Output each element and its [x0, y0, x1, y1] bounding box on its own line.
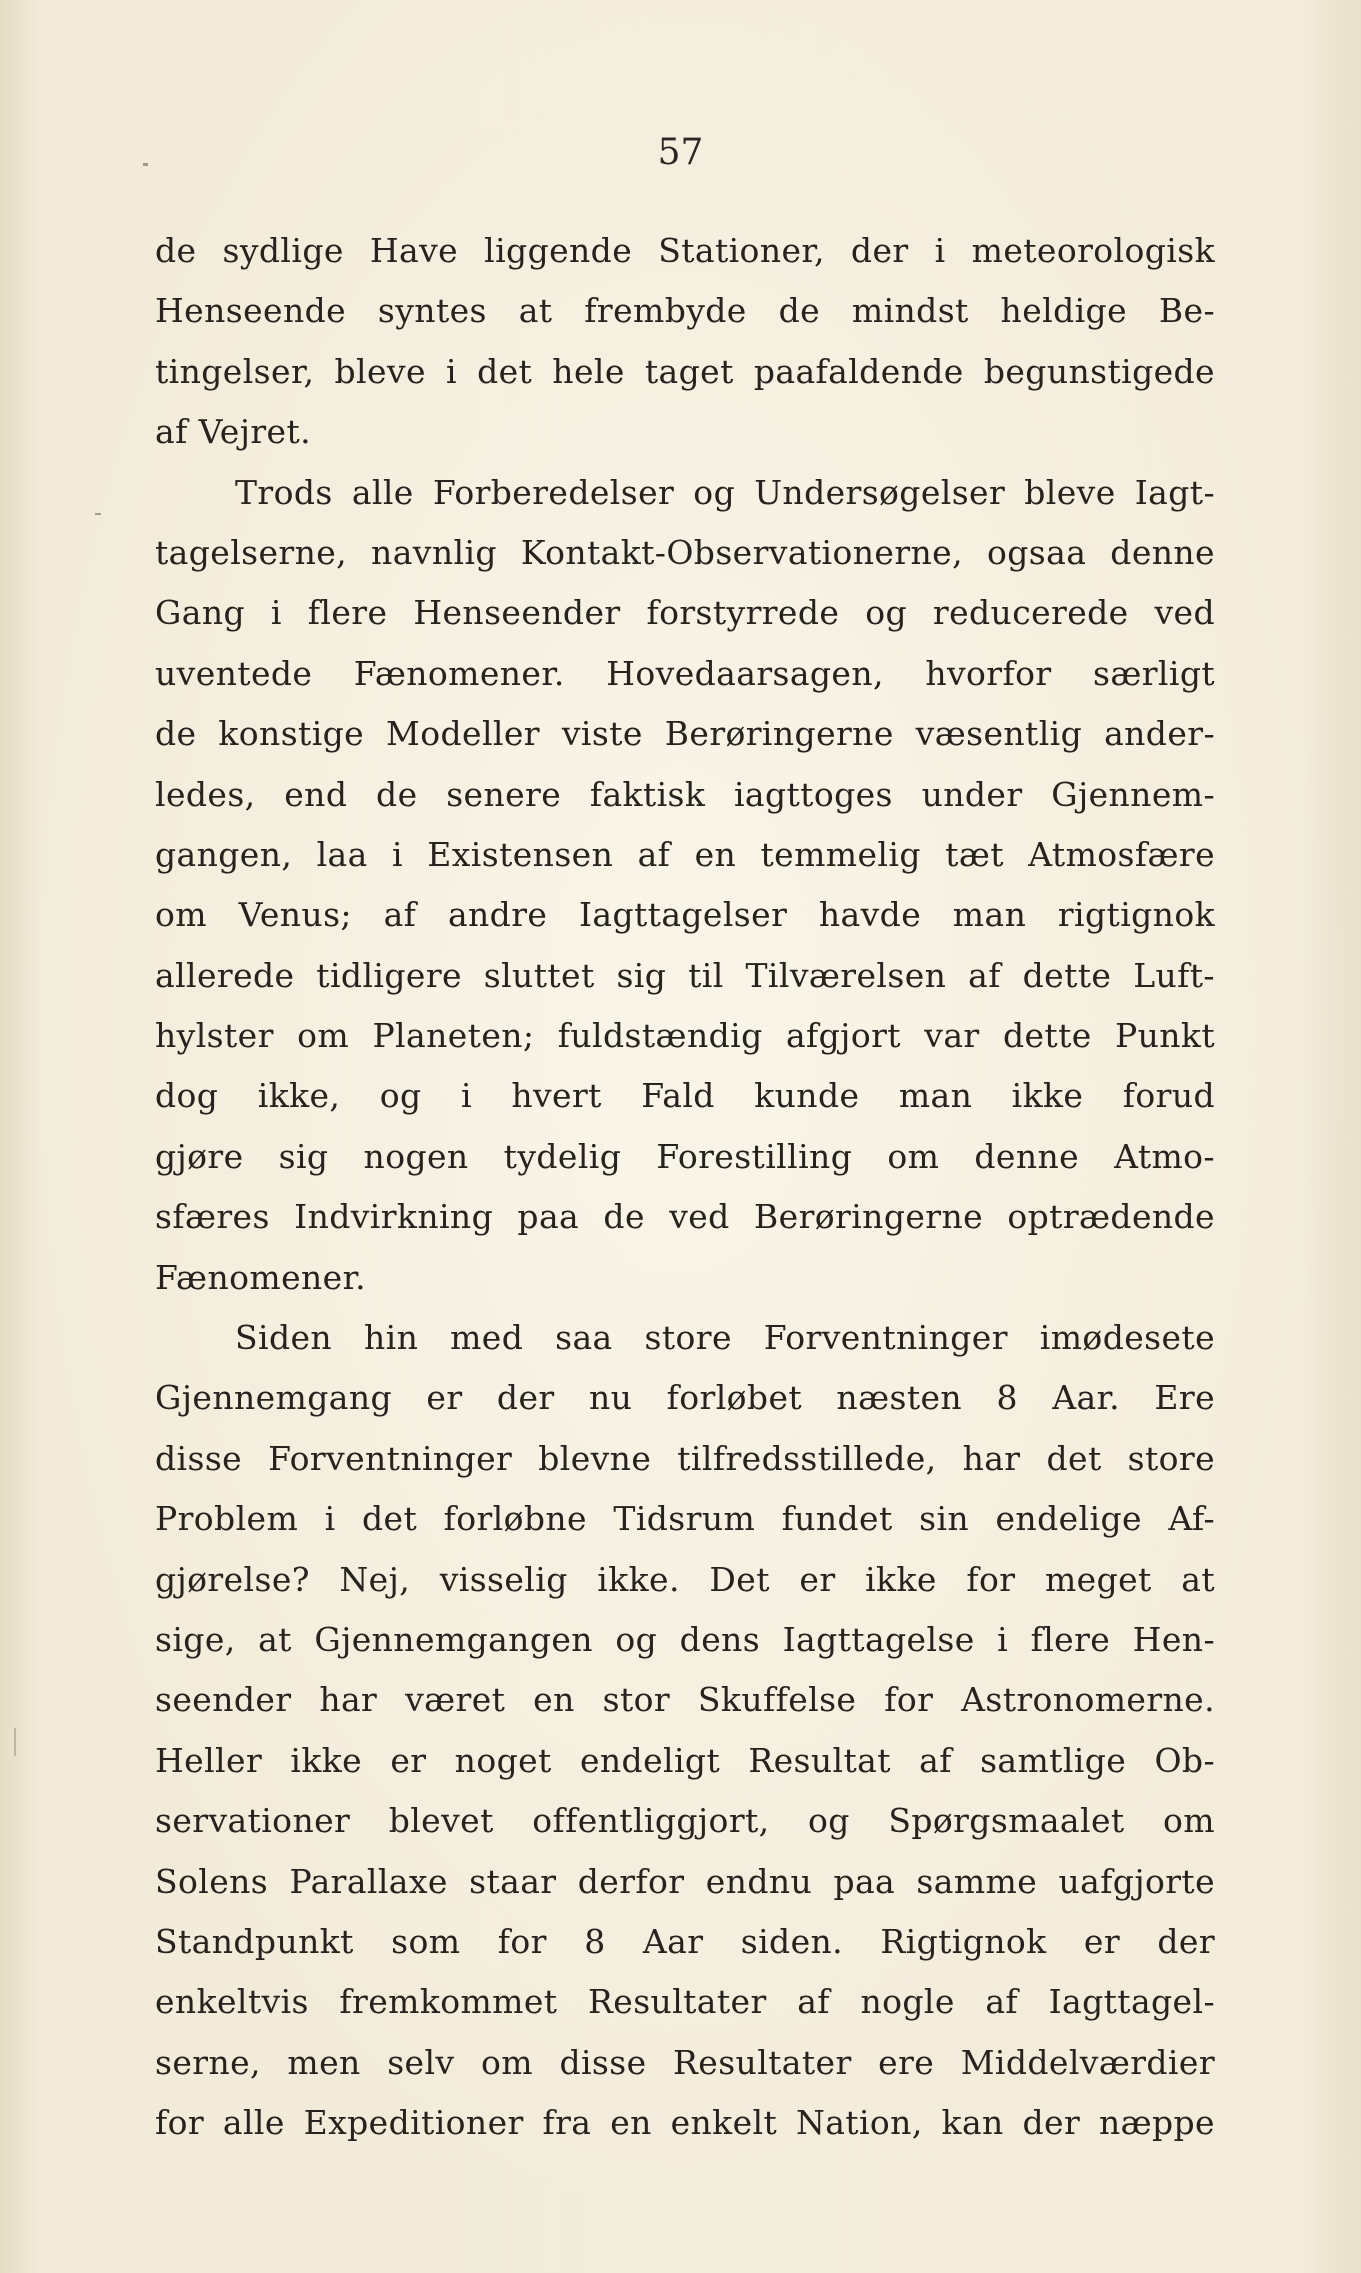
- text-line: Siden hin med saa store Forventninger imødesete: [235, 1318, 1215, 1358]
- text-line: af Vejret.: [155, 412, 311, 452]
- text-line: sfæres Indvirkning paa de ved Berøringerne optrædende: [155, 1197, 1215, 1237]
- text-line: Fænomener.: [155, 1257, 367, 1297]
- text-line: Heller ikke er noget endeligt Resultat af samtlige Ob-: [155, 1740, 1215, 1780]
- text-line: dog ikke, og i hvert Fald kunde man ikke forud: [155, 1076, 1215, 1116]
- text-line: om Venus; af andre Iagttagelser havde man rigtignok: [155, 895, 1215, 935]
- text-line: servationer blevet offentliggjort, og Spørgsmaalet om: [155, 1801, 1215, 1841]
- text-line: Standpunkt som for 8 Aar siden. Rigtignok er der: [155, 1921, 1215, 1961]
- text-line: allerede tidligere sluttet sig til Tilværelsen af dette Luft-: [155, 955, 1215, 995]
- text-line: gjørelse? Nej, visselig ikke. Det er ikke for meget at: [155, 1559, 1215, 1599]
- text-line: gangen, laa i Existensen af en temmelig tæt Atmosfære: [155, 834, 1215, 874]
- text-line: disse Forventninger blevne tilfredsstillede, har det store: [155, 1438, 1215, 1478]
- text-line: de sydlige Have liggende Stationer, der i meteorologisk: [155, 231, 1215, 270]
- text-line: Trods alle Forberedelser og Undersøgelser bleve Iagt-: [235, 472, 1215, 512]
- text-line: sige, at Gjennemgangen og dens Iagttagelse i flere Hen-: [155, 1619, 1215, 1659]
- text-line: for alle Expeditioner fra en enkelt Nation, kan der næppe: [155, 2103, 1215, 2143]
- text-line: serne, men selv om disse Resultater ere Middelværdier: [155, 2042, 1215, 2082]
- ink-speck: [14, 1728, 16, 1756]
- text-line: Gjennemgang er der nu forløbet næsten 8 Aar. Ere: [155, 1378, 1215, 1418]
- text-line: enkeltvis fremkommet Resultater af nogle af Iagttagel-: [155, 1982, 1215, 2022]
- page-number: 57: [657, 132, 704, 173]
- text-line: de konstige Modeller viste Berøringerne væsentlig ander-: [155, 714, 1215, 754]
- text-line: Problem i det forløbne Tidsrum fundet sin endelige Af-: [155, 1499, 1215, 1539]
- text-line: gjøre sig nogen tydelig Forestilling om denne Atmo-: [155, 1136, 1215, 1176]
- text-line: tagelserne, navnlig Kontakt-Observationerne, ogsaa denne: [155, 532, 1215, 572]
- body-text: [155, 221, 1215, 2154]
- ink-speck: [95, 513, 101, 515]
- text-line: Gang i flere Henseender forstyrrede og reducerede ved: [155, 593, 1215, 633]
- text-line: Henseende syntes at frembyde de mindst heldige Be-: [155, 291, 1215, 331]
- text-line: uventede Fænomener. Hovedaarsagen, hvorfor særligt: [155, 653, 1215, 693]
- text-line: tingelser, bleve i det hele taget paafaldende begunstigede: [155, 351, 1215, 391]
- text-line: Solens Parallaxe staar derfor endnu paa samme uafgjorte: [155, 1861, 1215, 1901]
- text-line: ledes, end de senere faktisk iagttoges under Gjennem-: [155, 774, 1215, 814]
- text-line: seender har været en stor Skuffelse for Astronomerne.: [155, 1680, 1215, 1720]
- text-line: hylster om Planeten; fuldstændig afgjort var dette Punkt: [155, 1016, 1215, 1056]
